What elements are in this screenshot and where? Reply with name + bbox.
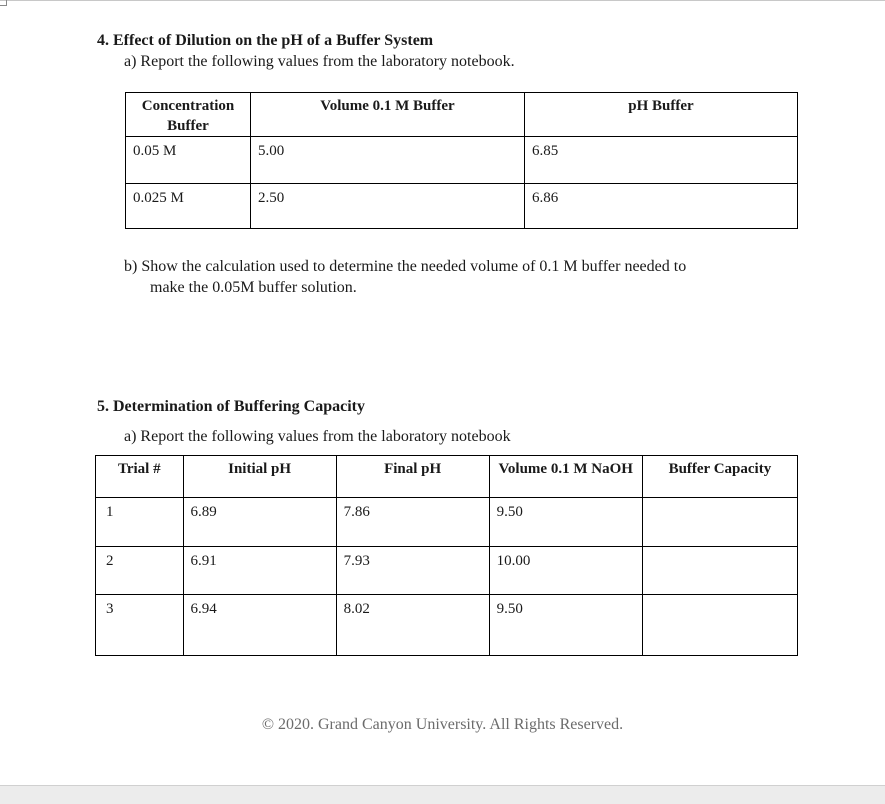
table-cell: 10.00 bbox=[489, 547, 642, 595]
table-row bbox=[126, 137, 798, 184]
header-final-ph: Final pH bbox=[336, 456, 489, 498]
table-cell: 6.89 bbox=[183, 498, 336, 547]
table-row bbox=[126, 184, 798, 229]
table-row bbox=[96, 547, 798, 595]
header-buffer-capacity: Buffer Capacity bbox=[642, 456, 797, 498]
table-cell bbox=[642, 498, 797, 547]
table-cell bbox=[642, 547, 797, 595]
table-cell: 2.50 bbox=[251, 184, 525, 229]
table-cell: 7.93 bbox=[336, 547, 489, 595]
section-4-part-a: a) Report the following values from the laboratory notebook. bbox=[124, 53, 515, 70]
table-cell: 6.91 bbox=[183, 547, 336, 595]
window-bottom-bar bbox=[0, 785, 885, 804]
header-trial: Trial # bbox=[96, 456, 184, 498]
header-volume-naoh: Volume 0.1 M NaOH bbox=[489, 456, 642, 498]
table-cell bbox=[642, 595, 797, 656]
header-concentration-buffer: Concentration Buffer bbox=[126, 93, 251, 137]
page-corner-mark bbox=[0, 0, 7, 6]
table-row bbox=[96, 595, 798, 656]
header-initial-ph: Initial pH bbox=[183, 456, 336, 498]
section-4-part-b-line2: make the 0.05M buffer solution. bbox=[150, 279, 357, 296]
table-cell: 6.94 bbox=[183, 595, 336, 656]
table-cell: 2 bbox=[96, 547, 184, 595]
table-row bbox=[96, 498, 798, 547]
table-cell: 3 bbox=[96, 595, 184, 656]
capacity-table-header-row bbox=[96, 456, 798, 498]
section-4-heading: 4. Effect of Dilution on the pH of a Buffer System bbox=[97, 32, 434, 49]
table-cell: 6.85 bbox=[525, 137, 798, 184]
table-cell: 7.86 bbox=[336, 498, 489, 547]
table-cell: 0.025 M bbox=[126, 184, 251, 229]
section-5-heading: 5. Determination of Buffering Capacity bbox=[97, 398, 365, 415]
buffering-capacity-table bbox=[95, 455, 798, 656]
table-cell: 9.50 bbox=[489, 498, 642, 547]
table-cell: 9.50 bbox=[489, 595, 642, 656]
header-volume-buffer: Volume 0.1 M Buffer bbox=[251, 93, 525, 137]
table-cell: 0.05 M bbox=[126, 137, 251, 184]
copyright-footer: © 2020. Grand Canyon University. All Rights Reserved. bbox=[261, 716, 624, 733]
dilution-table bbox=[125, 92, 798, 229]
table-cell: 1 bbox=[96, 498, 184, 547]
header-ph-buffer: pH Buffer bbox=[525, 93, 798, 137]
table-cell: 8.02 bbox=[336, 595, 489, 656]
page-top-edge bbox=[0, 0, 885, 1]
table-cell: 5.00 bbox=[251, 137, 525, 184]
section-5-part-a: a) Report the following values from the laboratory notebook bbox=[124, 428, 511, 445]
dilution-table-header-row bbox=[126, 93, 798, 137]
section-4-part-b-line1: b) Show the calculation used to determine the needed volume of 0.1 M buffer needed to bbox=[124, 258, 687, 275]
table-cell: 6.86 bbox=[525, 184, 798, 229]
